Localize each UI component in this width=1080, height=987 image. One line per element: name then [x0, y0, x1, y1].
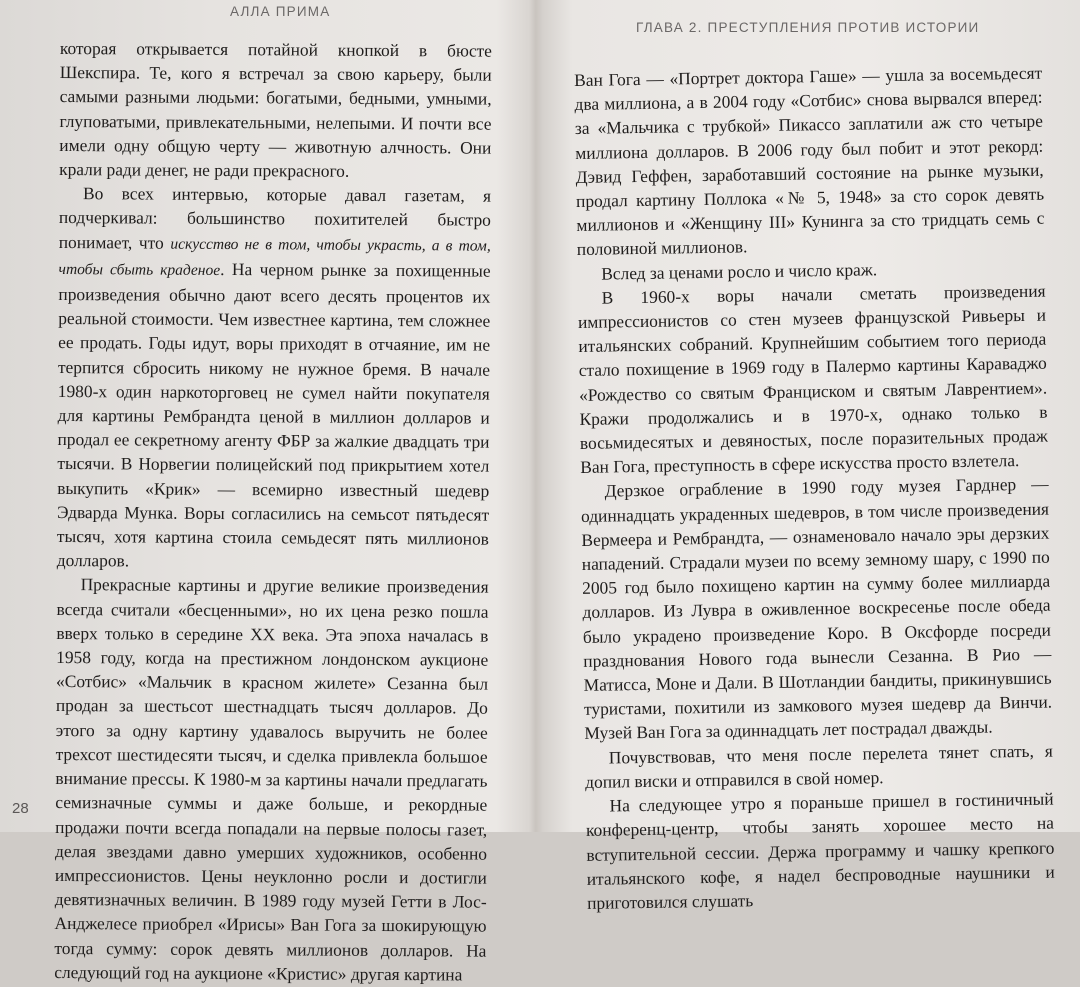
right-page-body [574, 61, 1055, 915]
paragraph-text: Во всех интервью, которые давал газетам, я подчеркивал: большинство похитителей быстро понимает, что [58, 183, 492, 253]
paragraph [57, 181, 491, 575]
paragraph-italic-text: искусство не в том, чтобы украсть, а в том, чтобы сбыть краденое [58, 235, 491, 279]
right-page [548, 0, 1080, 913]
paragraph: Дерзкое ограбление в 1990 году музея Гарднер — одиннадцать украденных шедевров, в том числе произведения Вермеера и Рембрандта, — ознаменовало начало эры дерзких нападений. Страдали музеи по всему земному шару, с 1990 по 2005 год было похищено картин на сумму более миллиарда долларов. Из Лувра в оживленное воскресенье после обеда было украдено произведение Коро. В Оксфорде посреди празднования Нового года вынесли Сезанна. В Рио — Матисса, Моне и Дали. В Шотландии бандиты, прикинувшись туристами, похитили из замкового музея шедевр да Винчи. Музей Ван Гога за одиннадцать лет пострадал дважды. [580, 474, 1053, 744]
left-running-head: АЛЛА ПРИМА [230, 4, 331, 19]
paragraph: которая открывается потайной кнопкой в бюсте Шекспира. Те, кого я встречал за свою карьеру, были самыми разными людьми: богатыми, бедными, умными, глуповатыми, привлекательными, нелепыми. И почти все имели одну общую черту — животную алчность. Они крали ради денег, не ради прекрасного. [59, 37, 492, 181]
paragraph: Почувствовав, что меня после перелета тянет спать, я допил виски и отправился в свой номер. [585, 740, 1053, 792]
paragraph: Ван Гога — «Портрет доктора Гаше» — ушла за восемьдесят два миллиона, а в 2004 году «Сотбис» снова вырвался вперед: за «Мальчика с трубкой» Пикассо заплатили аж сто четыре миллиона долларов. В 2006 году был побит и этот рекорд: Дэвид Геффен, заработавший состояние на рынке музыки, продал картину Поллока «№ 5, 1948» за сто сорок девять миллионов и «Женщину III» Кунинга за сто тридцать семь с половиной миллионов. [574, 62, 1045, 260]
paragraph-text: . На черном рынке за похищенные произведения обычно дают всего десять процентов их реальной стоимости. Чем известнее картина, тем сложнее ее продать. Годы идут, воры приходят в отчаяние, им не терпится сбросить никому не нужное бремя. В начале 1980-х один наркоторговец не сумел найти покупателя для картины Рембрандта ценой в миллион долларов и продал ее секретному агенту ФБР за жалкие двадцать три тысячи. В Норвегии полицейский под прикрытием хотел выкупить «Крик» — всемирно известный шедевр Эдварда Мунка. Воры согласились на семьсот пятьдесят тысяч, хотя картина стоила семьдесят пять миллионов долларов. [56, 258, 491, 571]
paragraph: В 1960-х воры начали сметать произведения импрессионистов со стен музеев французской Ривьеры и итальянских собраний. Крупнейшим событием того периода стало похищение в 1969 году в Палермо картины Караваджо «Рождество со святым Франциском и святым Лаврентием». Кражи продолжались и в 1970-х, однако только в восьмидесятых и девяностых, после поразительных продаж Ван Гога, преступность в сфере искусства просто взлетела. [577, 280, 1048, 478]
left-page-body [54, 36, 492, 987]
right-running-head: ГЛАВА 2. ПРЕСТУПЛЕНИЯ ПРОТИВ ИСТОРИИ [636, 20, 980, 35]
paragraph: Вслед за ценами росло и число краж. [601, 258, 878, 284]
paragraph: Прекрасные картины и другие великие произведения всегда считали «бесценными», но их цена резко пошла вверх только в середине XX века. Эта эпоха началась в 1958 году, когда на престижном лондонском аукционе «Сотбис» «Мальчик в красном жилете» Сезанна был продан за шестьсот шестнадцать тысяч долларов. До этого за одну картину удавалось выручить не более трехсот шестидесяти тысяч, и сделка привлекла большое внимание прессы. К 1980-м за картины начали предлагать семизначные суммы и даже больше, и рекордные продажи почти всегда попадали на первые полосы газет, делая звездами давно умерших художников, особенно импрессионистов. Цены неуклонно росли и достигли девятизначных величин. В 1989 году музей Гетти в Лос-Анджелесе приобрел «Ирисы» Ван Гога за шокирующую тогда сумму: сорок девять миллионов долларов. На следующий год на аукционе «Кристис» другая картина [54, 574, 489, 985]
paragraph: На следующее утро я пораньше пришел в гостиничный конференц-центр, чтобы занять хорошее место на вступительной сессии. Держа программу и чашку крепкого итальянского кофе, я надел беспроводные наушники и приготовился слушать [585, 788, 1055, 913]
page-number: 28 [12, 800, 29, 817]
left-page [0, 0, 530, 985]
